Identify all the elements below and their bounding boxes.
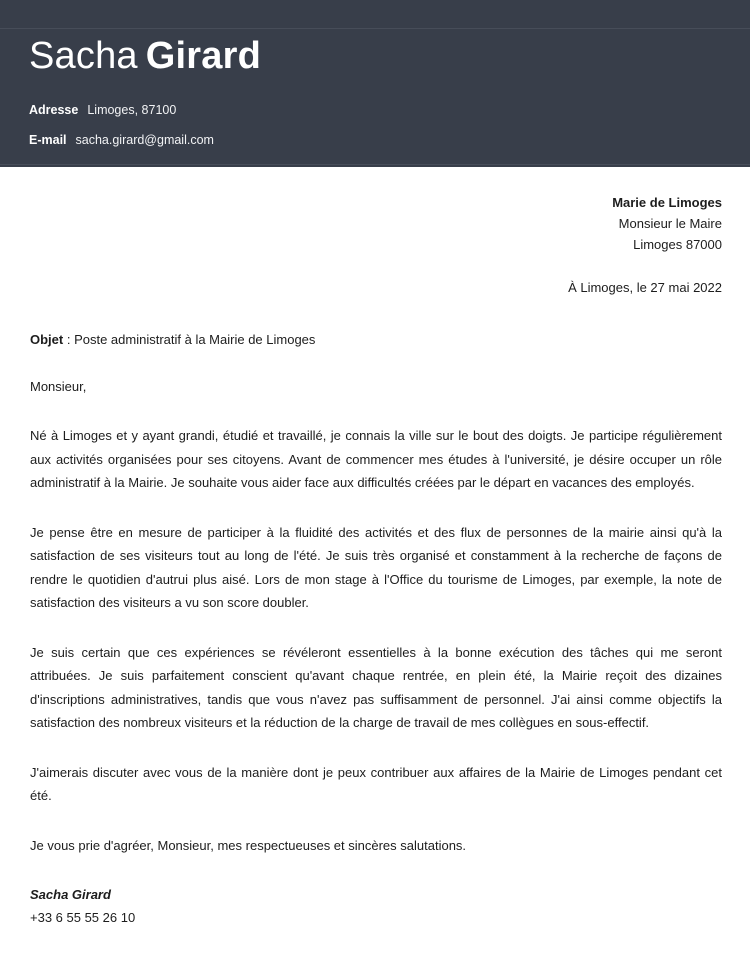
contact-row-email [29, 129, 214, 151]
address-label: Adresse [29, 103, 79, 117]
contact-details [29, 99, 214, 159]
letter-header [0, 0, 750, 167]
header-divider-bottom [0, 164, 750, 165]
applicant-name [29, 32, 261, 80]
subject-label: Objet [30, 332, 64, 347]
signature-name: Sacha Girard [30, 887, 111, 902]
subject-text: : Poste administratif à la Mairie de Limoges [63, 332, 316, 347]
header-divider-top [0, 28, 750, 29]
contact-row-address [29, 99, 214, 121]
recipient-title: Monsieur le Maire [618, 216, 722, 231]
address-value: Limoges, 87100 [87, 103, 177, 117]
closing-salutation: Je vous prie d'agréer, Monsieur, mes respectueuses et sincères salutations. [30, 837, 467, 853]
recipient-block [30, 192, 722, 255]
salutation: Monsieur, [30, 379, 87, 394]
recipient-city-postal: Limoges 87000 [633, 237, 722, 252]
body-paragraph-3: Je suis certain que ces expériences se révéleront essentielles à la bonne exécution des tâches qui me seront attribuées. Je suis parfaitement conscient qu'avant chaque rentrée, en plein été, la Mairie reçoit des dizaines d'inscriptions administratives, tandis que vous n'avez pas suffisamment de personnel. J'ai ainsi comme objectifs la satisfaction des nombreux visiteurs et la réduction de la charge de travail de mes collègues en sous-effectif. [30, 644, 722, 730]
email-value: sacha.girard@gmail.com [75, 133, 214, 147]
applicant-first-name: Sacha [29, 35, 138, 77]
body-paragraph-1: Né à Limoges et y ayant grandi, étudié et travaillé, je connais la ville sur le bout des doigts. Je participe régulièrement aux activités organisées pour ses citoyens. Avant de commencer mes études à l'université, je désire occuper un rôle administratif à la Mairie. Je souhaite vous aider face aux difficultés créées par le départ en vacances des employés. [30, 428, 722, 490]
date-line: À Limoges, le 27 mai 2022 [568, 280, 722, 295]
subject-line [30, 329, 722, 350]
body-paragraph-2: Je pense être en mesure de participer à la fluidité des activités et des flux de personnes de la mairie ainsi qu'à la satisfaction de ses visiteurs tout au long de l'été. Je suis très organisé et constamment à la recherche de façons de rendre le quotidien d'autrui plus aisé. Lors de mon stage à l'Office du tourisme de Limoges, par exemple, la note de satisfaction des visiteurs a vu son score doubler. [30, 524, 722, 610]
signature-phone: +33 6 55 55 26 10 [30, 910, 136, 925]
body-paragraph-4: J'aimerais discuter avec vous de la manière dont je peux contribuer aux affaires de la Mairie de Limoges pendant cet été. [30, 764, 722, 803]
recipient-name: Marie de Limoges [612, 195, 722, 210]
email-label: E-mail [29, 133, 67, 147]
applicant-last-name: Girard [145, 35, 261, 77]
letter-body [0, 192, 750, 929]
signature-block [30, 884, 722, 929]
